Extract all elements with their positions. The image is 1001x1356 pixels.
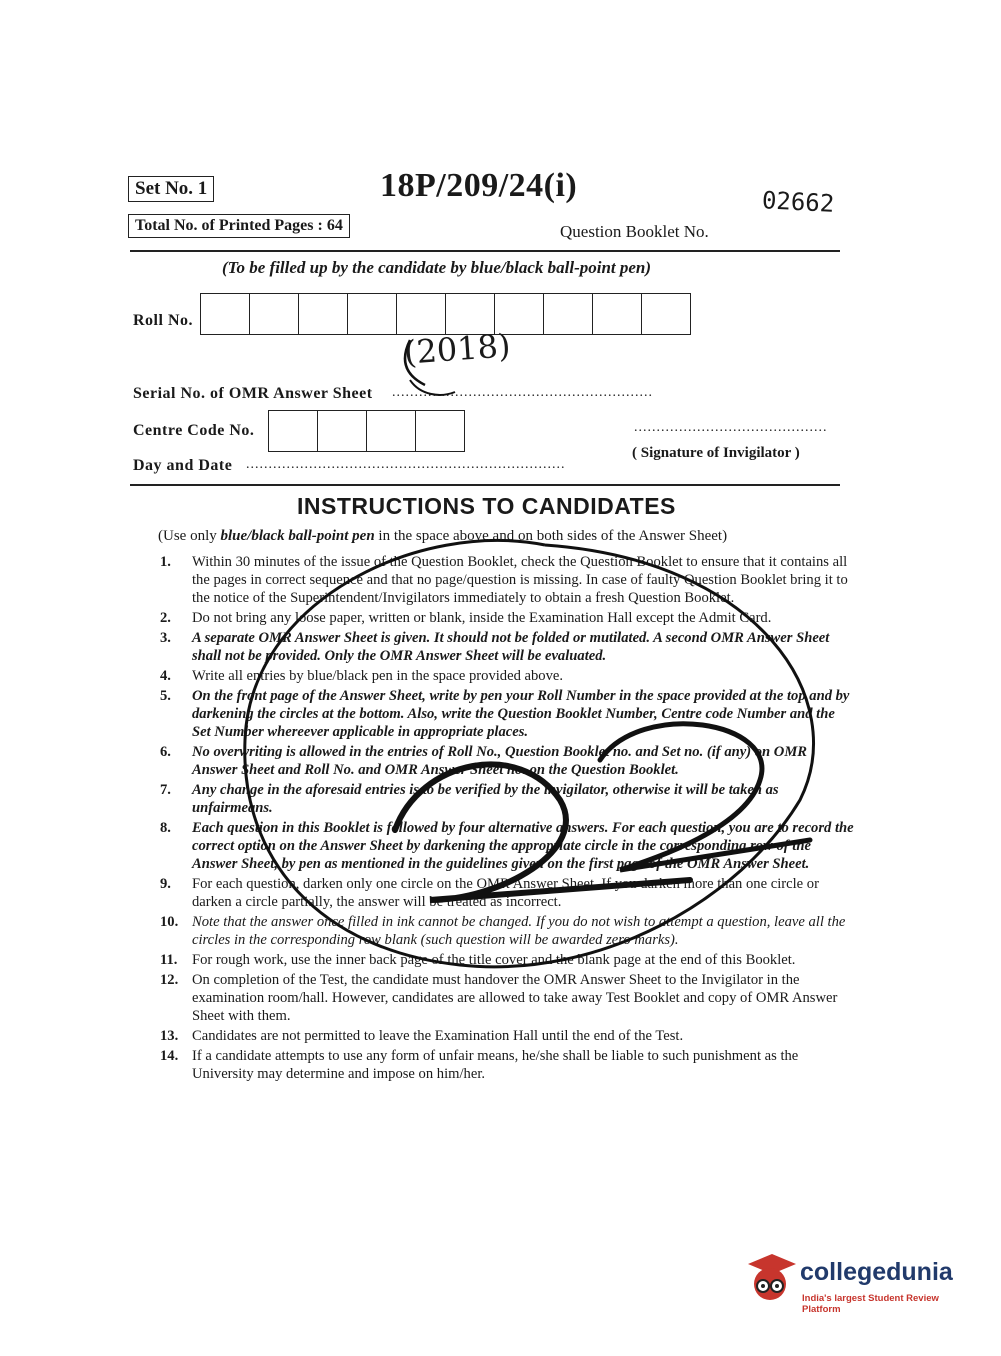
list-item bbox=[160, 951, 855, 969]
form-divider bbox=[130, 484, 840, 486]
list-item bbox=[160, 819, 855, 873]
list-item bbox=[160, 875, 855, 911]
item-number: 10. bbox=[160, 914, 179, 930]
intro-bold: blue/black ball-point pen bbox=[220, 528, 375, 544]
centre-digit-box[interactable] bbox=[269, 411, 318, 451]
item-number: 12. bbox=[160, 972, 179, 988]
intro-suffix: in the space above and on both sides of the Answer Sheet) bbox=[374, 528, 728, 544]
list-item bbox=[160, 553, 855, 607]
printed-pages-count: Total No. of Printed Pages : 64 bbox=[128, 214, 350, 238]
intro-prefix: (Use only bbox=[158, 528, 221, 544]
item-number: 9. bbox=[160, 876, 171, 892]
centre-code-label: Centre Code No. bbox=[133, 422, 255, 439]
item-number: 3. bbox=[160, 630, 171, 646]
roll-digit-box[interactable] bbox=[397, 294, 446, 334]
day-date-label: Day and Date bbox=[133, 457, 233, 474]
signature-label: ( Signature of Invigilator ) bbox=[632, 445, 800, 461]
roll-digit-box[interactable] bbox=[544, 294, 593, 334]
item-number: 13. bbox=[160, 1028, 179, 1044]
list-item bbox=[160, 687, 855, 741]
item-number: 7. bbox=[160, 782, 171, 798]
brand-tagline: India's largest Student Review Platform bbox=[802, 1293, 939, 1315]
list-item bbox=[160, 629, 855, 665]
roll-digit-box[interactable] bbox=[299, 294, 348, 334]
mascot-icon bbox=[742, 1250, 798, 1310]
item-number: 4. bbox=[160, 668, 171, 684]
instructions-heading: INSTRUCTIONS TO CANDIDATES bbox=[297, 493, 676, 519]
list-item bbox=[160, 781, 855, 817]
centre-code-grid[interactable] bbox=[268, 410, 465, 452]
set-number: Set No. 1 bbox=[128, 176, 214, 202]
roll-digit-box[interactable] bbox=[593, 294, 642, 334]
centre-digit-box[interactable] bbox=[416, 411, 464, 451]
header-divider bbox=[130, 250, 840, 252]
item-number: 2. bbox=[160, 610, 171, 626]
roll-number-label: Roll No. bbox=[133, 312, 193, 329]
fill-note: (To be filled up by the candidate by blue/black ball-point pen) bbox=[222, 258, 652, 277]
item-number: 8. bbox=[160, 820, 171, 836]
roll-number-grid[interactable] bbox=[200, 293, 691, 335]
centre-digit-box[interactable] bbox=[318, 411, 367, 451]
item-text: Any change in the aforesaid entries is to be verified by the invigilator, otherwise it will be taken as unfairmeans. bbox=[192, 782, 779, 816]
item-text: A separate OMR Answer Sheet is given. It should not be folded or mutilated. A second OMR Answer Sheet shall not be provided. Only the OMR Answer Sheet will be evaluated. bbox=[192, 630, 830, 664]
item-number: 5. bbox=[160, 688, 171, 704]
roll-digit-box[interactable] bbox=[348, 294, 397, 334]
list-item bbox=[160, 667, 855, 685]
item-number: 6. bbox=[160, 744, 171, 760]
booklet-number: 02662 bbox=[761, 186, 835, 218]
centre-digit-box[interactable] bbox=[367, 411, 416, 451]
item-text: For each question, darken only one circle on the OMR Answer Sheet. If you darken more than one circle or darken a circle partially, the answer will be treated as incorrect. bbox=[192, 876, 819, 910]
list-item bbox=[160, 743, 855, 779]
omr-serial-label: Serial No. of OMR Answer Sheet bbox=[133, 385, 373, 402]
roll-digit-box[interactable] bbox=[642, 294, 690, 334]
list-item bbox=[160, 1027, 855, 1045]
list-item bbox=[160, 1047, 855, 1083]
roll-digit-box[interactable] bbox=[250, 294, 299, 334]
signature-field[interactable]: ........................................... bbox=[634, 420, 828, 435]
item-number: 11. bbox=[160, 952, 178, 968]
item-text: Note that the answer once filled in ink cannot be changed. If you do not wish to attempt a question, leave all the circles in the corresponding row blank (such question will be awarded zero marks). bbox=[192, 914, 846, 948]
list-item bbox=[160, 913, 855, 949]
day-date-field[interactable]: ....................................................................... bbox=[246, 457, 566, 472]
item-text: Do not bring any loose paper, written or blank, inside the Examination Hall except the Admit Card. bbox=[192, 610, 772, 626]
paper-code: 18P/209/24(i) bbox=[380, 167, 578, 204]
omr-serial-field[interactable]: .......................................................... bbox=[392, 385, 653, 400]
item-text: If a candidate attempts to use any form of unfair means, he/she shall be liable to such punishment as the University may determine and impose on him/her. bbox=[192, 1048, 799, 1082]
handwritten-year: (2018) bbox=[402, 326, 512, 372]
item-number: 1. bbox=[160, 554, 171, 570]
item-text: For rough work, use the inner back page of the title cover and the blank page at the end of this Booklet. bbox=[192, 952, 796, 968]
instruction-list bbox=[160, 553, 855, 1085]
list-item bbox=[160, 971, 855, 1025]
item-text: No overwriting is allowed in the entries of Roll No., Question Booklet no. and Set no. (if any) on OMR Answer Sheet and Roll No. and OMR Answer Sheet no. on the Question Booklet. bbox=[192, 744, 808, 778]
roll-digit-box[interactable] bbox=[201, 294, 250, 334]
item-text: Each question in this Booklet is followed by four alternative answers. For each question, you are to record the correct option on the Answer Sheet by darkening the appropriate circle in the corresponding row of the Answer Sheet, by pen as mentioned in the guidelines given on the first page of the OMR Answer Sheet. bbox=[192, 820, 854, 872]
item-number: 14. bbox=[160, 1048, 179, 1064]
item-text: On completion of the Test, the candidate must handover the OMR Answer Sheet to the Invigilator in the examination room/hall. However, candidates are allowed to take away Test Booklet and copy of OMR Answer Sheet with them. bbox=[192, 972, 838, 1024]
item-text: Candidates are not permitted to leave the Examination Hall until the end of the Test. bbox=[192, 1028, 684, 1044]
collegedunia-logo bbox=[742, 1250, 972, 1318]
instructions-intro bbox=[158, 528, 727, 545]
item-text: Write all entries by blue/black pen in the space provided above. bbox=[192, 668, 564, 684]
list-item bbox=[160, 609, 855, 627]
item-text: Within 30 minutes of the issue of the Question Booklet, check the Question Booklet to ensure that it contains all the pages in correct sequence and that no page/question is missing. In case of faulty Question Booklet bring it to the notice of the Superintendent/Invigilators immediately to obtain a fresh Question Booklet. bbox=[192, 554, 848, 606]
booklet-number-label: Question Booklet No. bbox=[560, 222, 709, 241]
brand-name: collegedunia bbox=[800, 1258, 953, 1286]
item-text: On the front page of the Answer Sheet, write by pen your Roll Number in the space provided at the top and by darkening the circles at the bottom. Also, write the Question Booklet Number, Centre code Number and the Set Number whereever applicable in appropriate places. bbox=[192, 688, 850, 740]
